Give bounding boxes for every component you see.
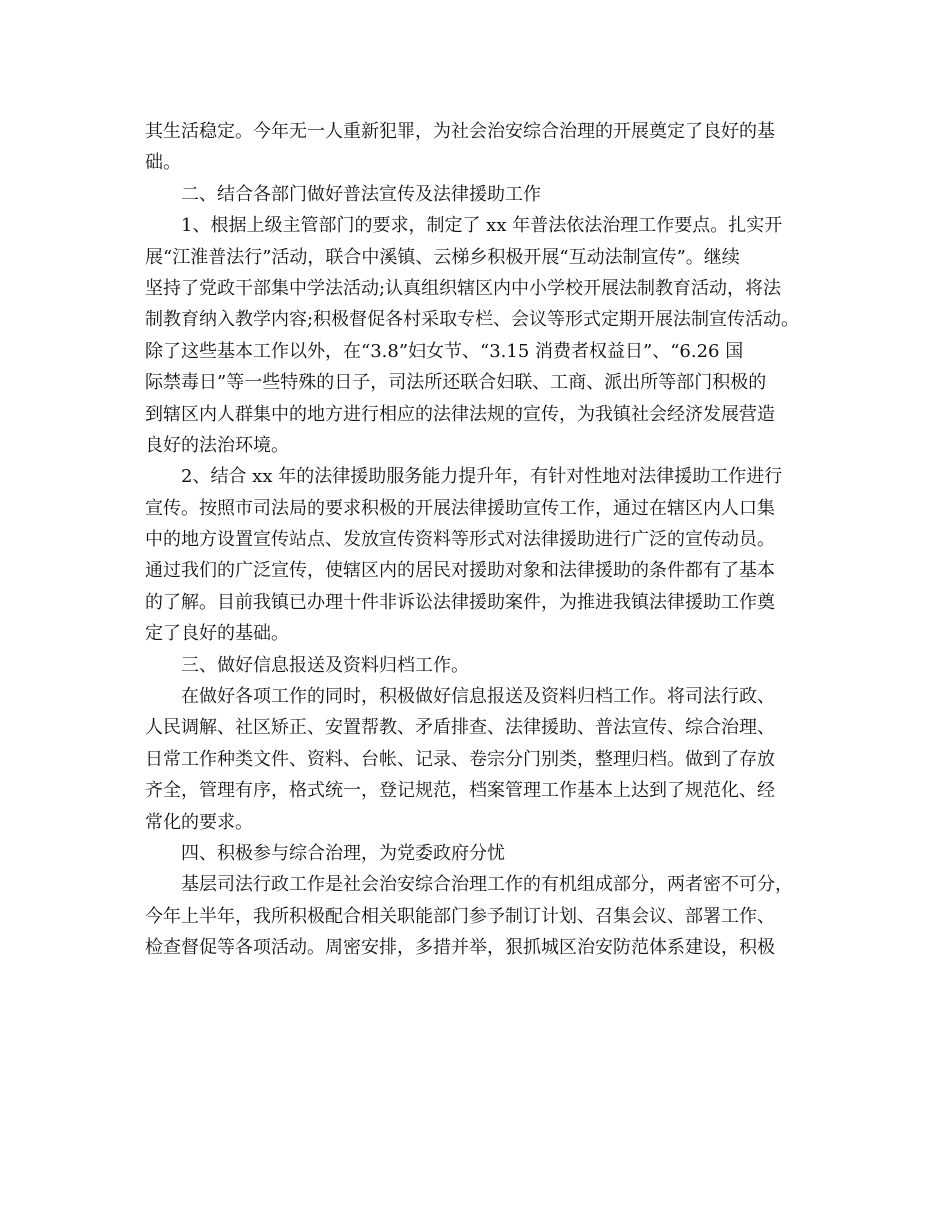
text-line: 础。 (145, 152, 181, 174)
text-line: 坚持了党政干部集中学法活动;认真组织辖区内中小学校开展法制教育活动，将法 (145, 277, 782, 299)
text-line: 其生活稳定。今年无一人重新犯罪，为社会治安综合治理的开展奠定了良好的基 (145, 121, 775, 142)
paragraph-start-line: 基层司法行政工作是社会治安综合治理工作的有机组成部分，两者密不可分， (181, 874, 793, 896)
text-line: 检查督促等各项活动。周密安排，多措并举，狠抓城区治安防范体系建设，积极 (145, 937, 775, 959)
paragraph-start-line: 1、根据上级主管部门的要求，制定了 xx 年普法依法治理工作要点。扎实开 (181, 215, 783, 237)
text-line: 制教育纳入教学内容;积极督促各村采取专栏、会议等形式定期开展法制宣传活动。 (145, 309, 800, 331)
paragraph-start-line: 2、结合 xx 年的法律援助服务能力提升年，有针对性地对法律援助工作进行 (181, 466, 783, 488)
text-line: 展“江淮普法行”活动，联合中溪镇、云梯乡积极开展“互动法制宣传”。继续 (145, 246, 740, 268)
paragraph-start-line: 四、积极参与综合治理，为党委政府分忧 (181, 842, 505, 864)
document-body (145, 116, 805, 964)
paragraph-start-line: 二、结合各部门做好普法宣传及法律援助工作 (181, 183, 541, 205)
text-line: 宣传。按照市司法局的要求积极的开展法律援助宣传工作，通过在辖区内人口集 (145, 497, 775, 519)
text-line: 常化的要求。 (145, 811, 253, 833)
paragraph-start-line: 在做好各项工作的同时，积极做好信息报送及资料归档工作。将司法行政、 (181, 686, 775, 708)
text-line: 定了良好的基础。 (145, 623, 289, 645)
text-line: 齐全，管理有序，格式统一，登记规范，档案管理工作基本上达到了规范化、经 (145, 780, 775, 802)
text-line: 今年上半年，我所积极配合相关职能部门参予制订计划、召集会议、部署工作、 (145, 905, 775, 927)
text-line: 良好的法治环境。 (145, 434, 289, 456)
text-line: 人民调解、社区矫正、安置帮教、矛盾排查、法律援助、普法宣传、综合治理、 (145, 717, 775, 739)
text-line: 中的地方设置宣传站点、发放宣传资料等形式对法律援助进行广泛的宣传动员。 (145, 529, 775, 551)
text-line: 际禁毒日”等一些特殊的日子，司法所还联合妇联、工商、派出所等部门积极的 (145, 372, 767, 394)
text-line: 通过我们的广泛宣传，使辖区内的居民对援助对象和法律援助的条件都有了基本 (145, 560, 775, 582)
text-line: 到辖区内人群集中的地方进行相应的法律法规的宣传，为我镇社会经济发展营造 (145, 403, 775, 425)
text-line: 日常工作种类文件、资料、台帐、记录、卷宗分门别类，整理归档。做到了存放 (145, 748, 775, 770)
paragraph-start-line: 三、做好信息报送及资料归档工作。 (181, 654, 469, 676)
text-line: 除了这些基本工作以外，在“3.8”妇女节、“3.15 消费者权益日”、“6.26 国 (145, 340, 744, 362)
text-line: 的了解。目前我镇已办理十件非诉讼法律援助案件，为推进我镇法律援助工作奠 (145, 591, 775, 613)
